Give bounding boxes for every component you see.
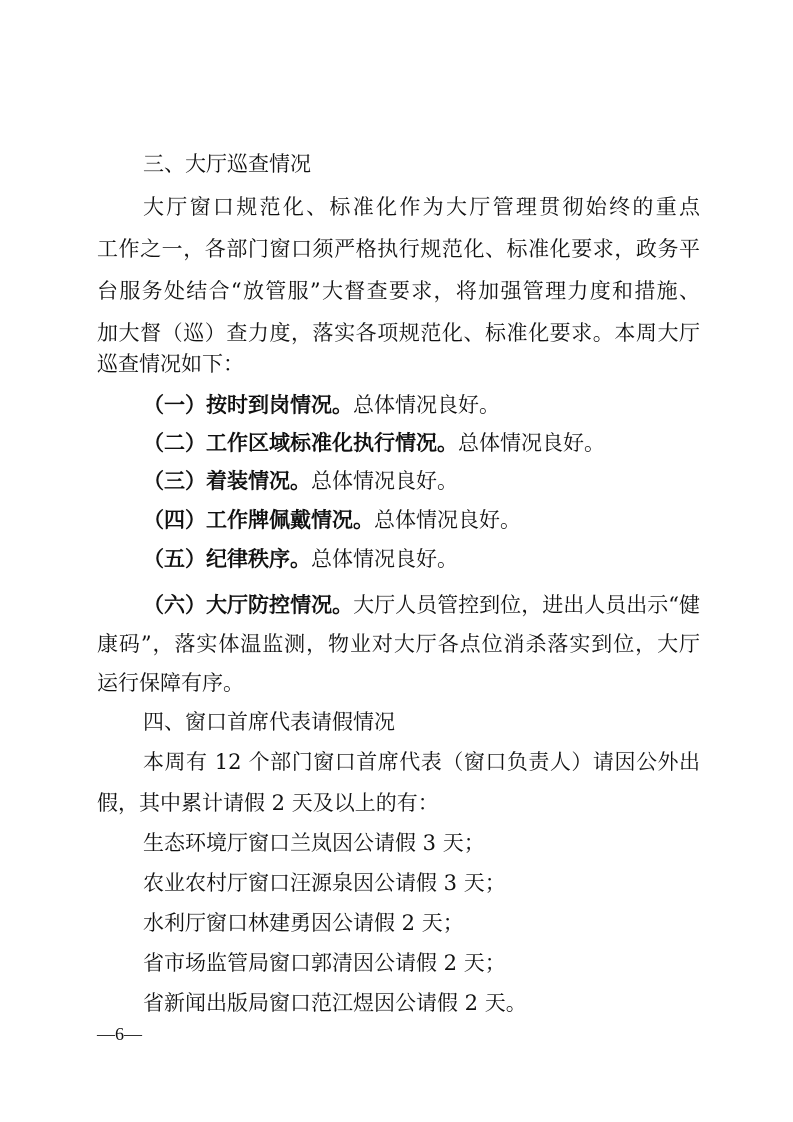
inspection-item-4 <box>143 503 521 537</box>
inspection-item-2-text: 总体情况良好。 <box>458 431 605 455</box>
section-3-para-line-2: 工作之一，各部门窗口须严格执行规范化、标准化要求，政务平 <box>97 237 700 261</box>
inspection-item-3 <box>143 464 458 498</box>
inspection-item-6-line-1 <box>143 588 700 622</box>
inspection-item-5-label: （五）纪律秩序。 <box>143 546 311 571</box>
inspection-item-4-text: 总体情况良好。 <box>374 508 521 532</box>
inspection-item-1-text: 总体情况良好。 <box>353 393 500 417</box>
section-3-para-line-4: 加大督（巡）查力度，落实各项规范化、标准化要求。本周大厅 <box>97 321 700 345</box>
section-3-para-line-1: 大厅窗口规范化、标准化作为大厅管理贯彻始终的重点 <box>143 195 700 219</box>
inspection-item-2 <box>143 426 605 460</box>
section-3-heading: 三、大厅巡查情况 <box>143 152 311 176</box>
inspection-item-6-line-2: 康码”，落实体温监测，物业对大厅各点位消杀落实到位，大厅 <box>97 632 700 656</box>
inspection-item-6-line-3: 运行保障有序。 <box>97 671 244 695</box>
page-number: —6— <box>97 1024 142 1044</box>
inspection-item-1-label: （一）按时到岗情况。 <box>143 392 353 417</box>
inspection-item-2-label: （二）工作区域标准化执行情况。 <box>143 430 458 455</box>
inspection-item-3-label: （三）着装情况。 <box>143 468 311 493</box>
leave-entry: 省市场监管局窗口郭清因公请假 2 天； <box>143 951 506 975</box>
inspection-item-5 <box>143 542 458 576</box>
inspection-item-1 <box>143 388 500 422</box>
inspection-item-3-text: 总体情况良好。 <box>311 469 458 493</box>
inspection-item-6-text: 大厅人员管控到位，进出人员出示“健 <box>353 593 701 617</box>
leave-entry: 农业农村厅窗口汪源泉因公请假 3 天； <box>143 871 506 895</box>
section-3-para-line-5: 巡查情况如下： <box>97 352 244 376</box>
inspection-item-5-text: 总体情况良好。 <box>311 547 458 571</box>
inspection-item-4-label: （四）工作牌佩戴情况。 <box>143 507 374 532</box>
section-4-para-line-2: 假，其中累计请假 2 天及以上的有： <box>97 791 439 815</box>
section-4-para-line-1: 本周有 12 个部门窗口首席代表（窗口负责人）请因公外出 <box>143 750 700 774</box>
inspection-item-6-label: （六）大厅防控情况。 <box>143 592 354 617</box>
leave-entry: 水利厅窗口林建勇因公请假 2 天； <box>143 911 464 935</box>
leave-entry: 生态环境厅窗口兰岚因公请假 3 天； <box>143 831 485 855</box>
section-4-heading: 四、窗口首席代表请假情况 <box>143 710 395 734</box>
section-3-para-line-3: 台服务处结合“放管服”大督查要求，将加强管理力度和措施、 <box>97 279 700 303</box>
leave-entry: 省新闻出版局窗口范江煜因公请假 2 天。 <box>143 991 527 1015</box>
